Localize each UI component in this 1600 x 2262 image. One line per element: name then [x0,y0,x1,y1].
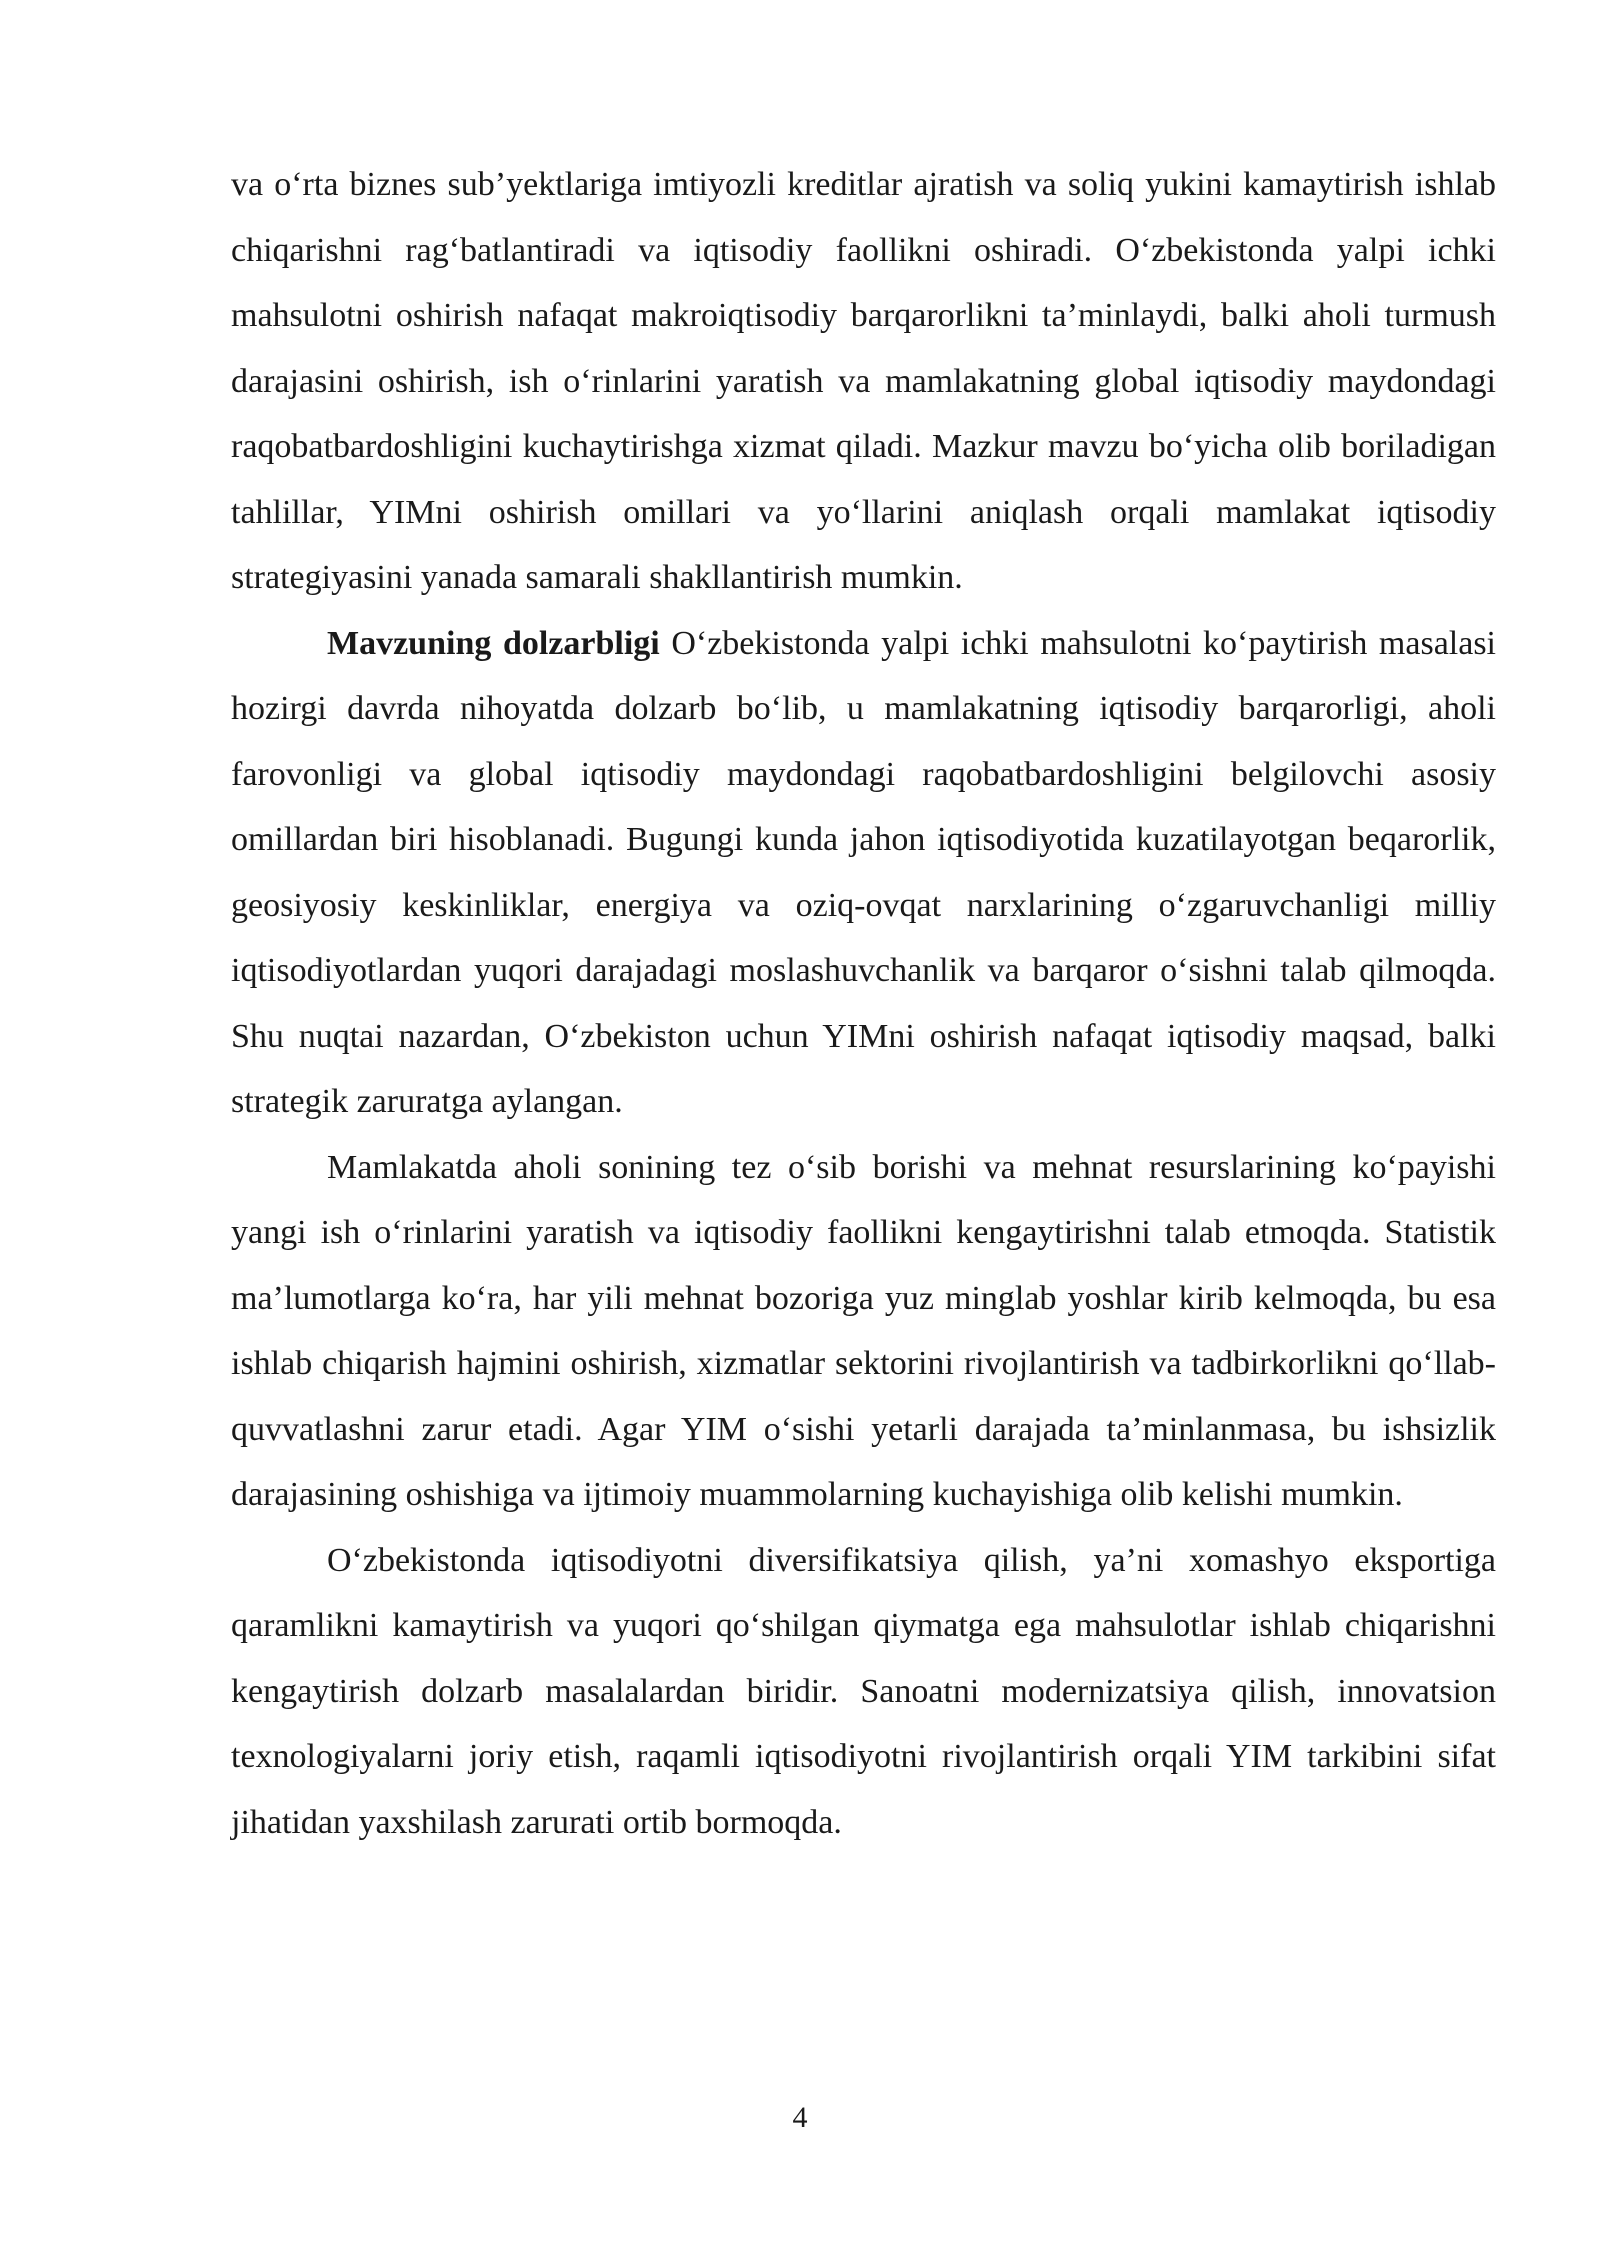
body-text [231,152,1496,1855]
paragraph-2-text: O‘zbekistonda yalpi ichki mahsulotni ko‘paytirish masalasi hozirgi davrda nihoyatda dolzarb bo‘lib, u mamlakatning iqtisodiy barqarorligi, aholi farovonligi va global iqtisodiy maydondagi raqobatbardoshligini belgilovchi asosiy omillardan biri hisoblanadi. Bugungi kunda jahon iqtisodiyotida kuzatilayotgan beqarorlik, geosiyosiy keskinliklar, energiya va oziq-ovqat narxlarining o‘zgaruvchanligi milliy iqtisodiyotlardan yuqori darajadagi moslashuvchanlik va barqaror o‘sishni talab qilmoqda. Shu nuqtai nazardan, O‘zbekiston uchun YIMni oshirish nafaqat iqtisodiy maqsad, balki strategik zaruratga aylangan. [231,624,1496,1120]
paragraph-3 [231,1135,1496,1528]
page-number: 4 [792,2101,808,2134]
paragraph-4-text: O‘zbekistonda iqtisodiyotni diversifikatsiya qilish, ya’ni xomashyo eksportiga qaramlikni kamaytirish va yuqori qo‘shilgan qiymatga ega mahsulotlar ishlab chiqarishni kengaytirish dolzarb masalalardan biridir. Sanoatni modernizatsiya qilish, innovatsion texnologiyalarni joriy etish, raqamli iqtisodiyotni rivojlantirish orqali YIM tarkibini sifat jihatidan yaxshilash zarurati ortib bormoqda. [231,1541,1496,1841]
paragraph-2 [231,611,1496,1135]
paragraph-1 [231,152,1496,611]
paragraph-4 [231,1528,1496,1856]
section-lead-heading: Mavzuning dolzarbligi [327,624,660,662]
paragraph-3-text: Mamlakatda aholi sonining tez o‘sib borishi va mehnat resurslarining ko‘payishi yangi ish o‘rinlarini yaratish va iqtisodiy faollikni kengaytirishni talab etmoqda. Statistik ma’lumotlarga ko‘ra, har yili mehnat bozoriga yuz minglab yoshlar kirib kelmoqda, bu esa ishlab chiqarish hajmini oshirish, xizmatlar sektorini rivojlantirish va tadbirkorlikni qo‘llab-quvvatlashni zarur etadi. Agar YIM o‘sishi yetarli darajada ta’minlanmasa, bu ishsizlik darajasining oshishiga va ijtimoiy muammolarning kuchayishiga olib kelishi mumkin. [231,1148,1496,1513]
paragraph-1-text: va o‘rta biznes sub’yektlariga imtiyozli kreditlar ajratish va soliq yukini kamaytirish ishlab chiqarishni rag‘batlantiradi va iqtisodiy faollikni oshiradi. O‘zbekistonda yalpi ichki mahsulotni oshirish nafaqat makroiqtisodiy barqarorlikni ta’minlaydi, balki aholi turmush darajasini oshirish, ish o‘rinlarini yaratish va mamlakatning global iqtisodiy maydondagi raqobatbardoshligini kuchaytirishga xizmat qiladi. Mazkur mavzu bo‘yicha olib boriladigan tahlillar, YIMni oshirish omillari va yo‘llarini aniqlash orqali mamlakat iqtisodiy strategiyasini yanada samarali shakllantirish mumkin. [231,166,1496,596]
